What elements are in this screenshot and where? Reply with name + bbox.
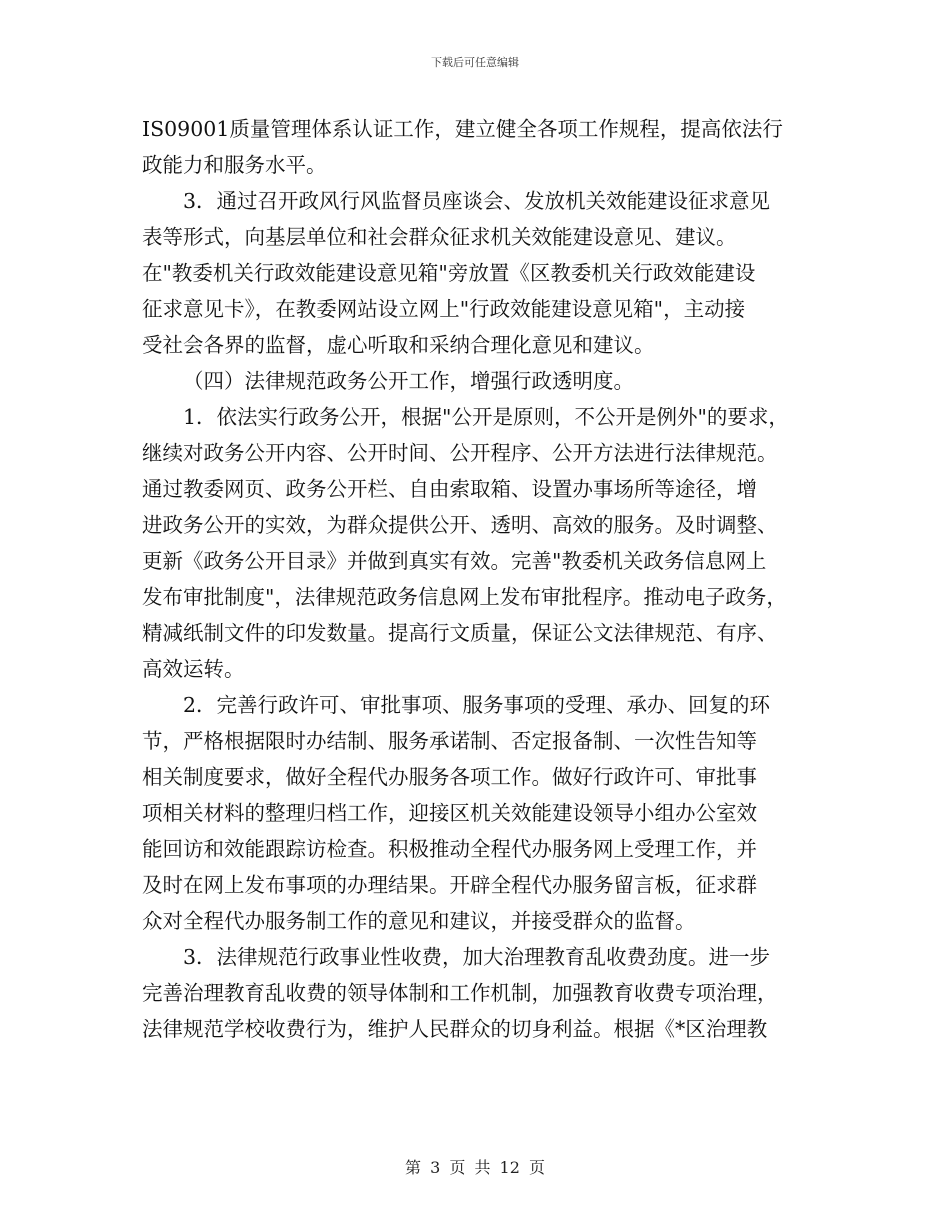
text-line: 项相关材料的整理归档工作，迎接区机关效能建设领导小组办公室效 xyxy=(142,801,757,825)
text-line: 2．完善行政许可、审批事项、服务事项的受理、承办、回复的环 xyxy=(183,693,771,717)
text-line: 节，严格根据限时办结制、服务承诺制、否定报备制、一次性告知等 xyxy=(142,729,757,753)
text-line: 继续对政务公开内容、公开时间、公开程序、公开方法进行法律规范。 xyxy=(142,441,778,465)
text-line: 相关制度要求，做好全程代办服务各项工作。做好行政许可、审批事 xyxy=(142,765,757,789)
text-line: 发布审批制度"，法律规范政务信息网上发布审批程序。推动电子政务， xyxy=(142,585,787,609)
text-line: 受社会各界的监督，虚心听取和采纳合理化意见和建议。 xyxy=(142,333,655,357)
text-line: 表等形式，向基层单位和社会群众征求机关效能建设意见、建议。 xyxy=(142,225,737,249)
text-line: 及时在网上发布事项的办理结果。开辟全程代办服务留言板，征求群 xyxy=(142,873,757,897)
text-line: 政能力和服务水平。 xyxy=(142,153,327,177)
text-line: 进政务公开的实效，为群众提供公开、透明、高效的服务。及时调整、 xyxy=(142,513,778,537)
page-number: 第 3 页 共 12 页 xyxy=(405,1158,545,1177)
page-header-note: 下载后可任意编辑 xyxy=(431,56,519,69)
text-line: 能回访和效能跟踪访检查。积极推动全程代办服务网上受理工作，并 xyxy=(142,837,757,861)
text-line: 3．通过召开政风行风监督员座谈会、发放机关效能建设征求意见 xyxy=(183,189,771,213)
text-line: 征求意见卡》，在教委网站设立网上"行政效能建设意见箱"，主动接 xyxy=(142,297,746,321)
text-line: 更新《政务公开目录》并做到真实有效。完善"教委机关政务信息网上 xyxy=(142,549,767,573)
text-line: 3．法律规范行政事业性收费，加大治理教育乱收费劲度。进一步 xyxy=(183,945,771,969)
text-line: 通过教委网页、政务公开栏、自由索取箱、设置办事场所等途径，增 xyxy=(142,477,757,501)
document-body xyxy=(142,111,818,1047)
text-line: 在"教委机关行政效能建设意见箱"旁放置《区教委机关行政效能建设 xyxy=(142,261,756,285)
text-line: IS09001质量管理体系认证工作，建立健全各项工作规程，提高依法行 xyxy=(142,117,783,141)
section-heading: （四）法律规范政务公开工作，增强行政透明度。 xyxy=(183,369,634,393)
text-line: 高效运转。 xyxy=(142,657,245,681)
text-line: 完善治理教育乱收费的领导体制和工作机制，加强教育收费专项治理， xyxy=(142,981,778,1005)
text-line: 1．依法实行政务公开，根据"公开是原则，不公开是例外"的要求， xyxy=(183,405,789,429)
text-line: 精减纸制文件的印发数量。提高行文质量，保证公文法律规范、有序、 xyxy=(142,621,778,645)
text-line: 法律规范学校收费行为，维护人民群众的切身利益。根据《*区治理教 xyxy=(142,1017,768,1041)
text-line: 众对全程代办服务制工作的意见和建议，并接受群众的监督。 xyxy=(142,909,696,933)
